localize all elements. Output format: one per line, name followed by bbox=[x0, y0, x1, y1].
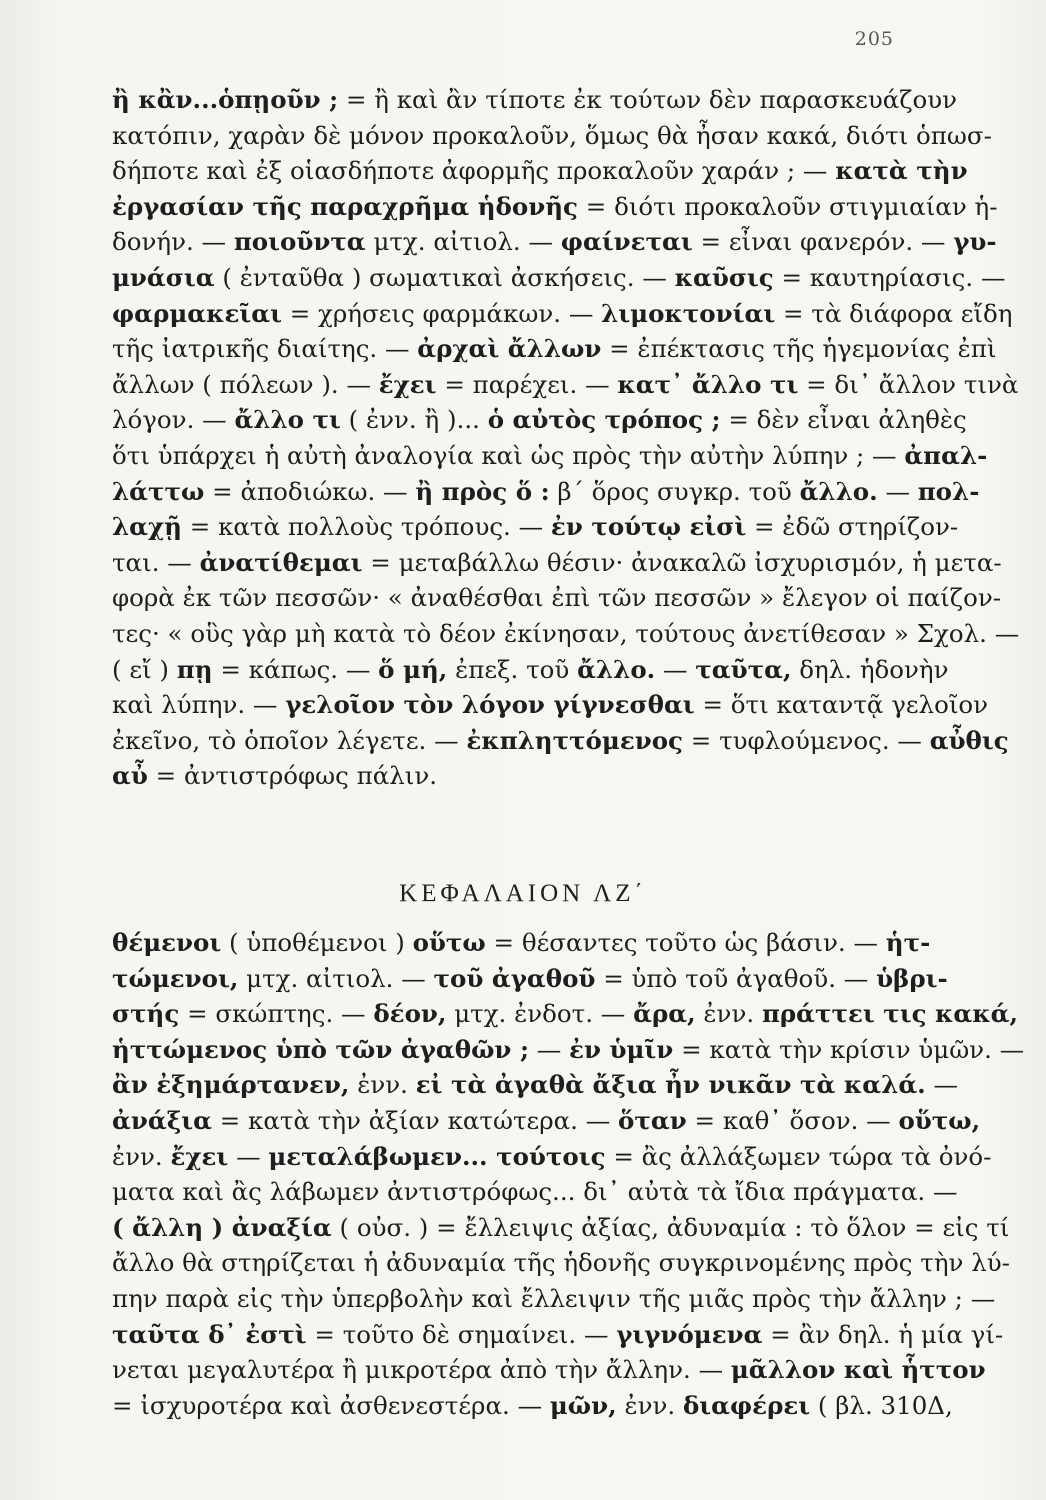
text-line bbox=[112, 367, 1019, 403]
lemma-bold: οὕτω bbox=[412, 928, 486, 957]
gloss-text: ( ἐνν. ἢ )... bbox=[340, 405, 488, 435]
gloss-text: ἐκεῖνο, τὸ ὁποῖον λέγετε. — bbox=[112, 725, 467, 755]
lemma-bold: μᾶλλον καὶ ἧττον bbox=[730, 1355, 986, 1385]
gloss-text: = δὲν εἶναι ἀληθὲς bbox=[720, 405, 967, 435]
gloss-text: = χρήσεις φαρμάκων. — bbox=[281, 298, 602, 328]
gloss-text: δονήν. — bbox=[112, 227, 234, 257]
gloss-text: = κατὰ τὴν κρίσιν ὑμῶν. — bbox=[673, 1034, 1025, 1064]
gloss-text: — bbox=[529, 1034, 570, 1064]
lemma-bold: φαίνεται bbox=[560, 227, 693, 257]
gloss-text: μτχ. ἐνδοτ. — bbox=[446, 999, 634, 1029]
gloss-text: ( ὑποθέμενοι ) bbox=[221, 928, 413, 957]
gloss-text: = ἀποδιώκω. — bbox=[204, 476, 416, 506]
gloss-text: = παρέχει. — bbox=[436, 369, 618, 399]
gloss-text: μτχ. αἰτιολ. — bbox=[238, 963, 434, 993]
gloss-text: ὅτι ὑπάρχει ἡ αὐτὴ ἀναλογία καὶ ὡς πρὸς τὴν αὐτὴν λύπην ; — bbox=[112, 440, 905, 470]
lemma-bold: ἡτ- bbox=[885, 928, 931, 957]
lemma-bold: κατὰ τὴν bbox=[835, 156, 968, 186]
text-line bbox=[112, 296, 1013, 332]
commentary-section-2 bbox=[112, 925, 1025, 1423]
gloss-text: = μεταβάλλω θέσιν· ἀνακαλῶ ἰσχυρισμόν, ἡ μετα- bbox=[362, 547, 1002, 577]
gloss-text: = ἂν δηλ. ἡ μία γί- bbox=[762, 1319, 1004, 1349]
gloss-text: = ἂς ἀλλάξωμεν τώρα τὰ ὀνό- bbox=[605, 1141, 992, 1171]
lemma-bold: μῶν, bbox=[549, 1390, 617, 1420]
gloss-text: ἄλλο θὰ στηρίζεται ἡ ἀδυναμία τῆς ἡδονῆς συγκρινομένης πρὸς τὴν λύ- bbox=[112, 1248, 1010, 1278]
text-line bbox=[112, 118, 992, 154]
text-line bbox=[112, 1139, 992, 1175]
gloss-text: = καυτηρίασις. — bbox=[773, 262, 1006, 292]
lemma-bold: ἄρα, bbox=[633, 999, 696, 1029]
gloss-text: = ἰσχυροτέρα καὶ ἀσθενεστέρα. — bbox=[112, 1390, 550, 1420]
text-line bbox=[112, 652, 949, 688]
lemma-bold: ταῦτα δ᾽ ἐστὶ bbox=[112, 1319, 307, 1349]
text-line bbox=[112, 545, 1002, 581]
lemma-bold: ἔχει bbox=[170, 1141, 229, 1171]
lemma-bold: διαφέρει bbox=[682, 1390, 811, 1420]
lemma-bold: εἰ τὰ ἀγαθὰ ἄξια ἦν νικᾶν τὰ καλά. bbox=[415, 1070, 926, 1100]
gloss-text: πην παρὰ εἰς τὴν ὑπερβολὴν καὶ ἔλλειψιν τῆς μιᾶς πρὸς τὴν ἄλλην ; — bbox=[112, 1283, 996, 1313]
text-line bbox=[112, 153, 968, 189]
commentary-section-1 bbox=[112, 82, 1020, 794]
gloss-text: = εἶναι φανερόν. — bbox=[692, 227, 954, 257]
lemma-bold: ἄλλο. bbox=[577, 654, 656, 684]
lemma-bold: πολ- bbox=[917, 476, 980, 506]
gloss-text: τες· « οὓς γὰρ μὴ κατὰ τὸ δέον ἐκίνησαν, τούτους ἀνετίθεσαν » Σχολ. — bbox=[112, 618, 1020, 648]
gloss-text: ( οὐσ. ) = ἔλλειψις ἀξίας, ἀδυναμία : τὸ ὅλον = εἰς τί bbox=[331, 1212, 1010, 1242]
text-line bbox=[112, 580, 1001, 616]
gloss-text: ( βλ. 310Δ, bbox=[810, 1390, 953, 1420]
gloss-text: ( ἐνταῦθα ) σωματικαὶ ἀσκήσεις. — bbox=[214, 262, 675, 292]
gloss-text: = δι᾽ ἄλλον τινὰ bbox=[798, 369, 1019, 399]
lemma-bold: ἀρχαὶ ἄλλων bbox=[417, 334, 602, 364]
lemma-bold: ἢ πρὸς ὅ : bbox=[415, 476, 550, 506]
gloss-text: δηλ. ἡδονὴν bbox=[791, 654, 949, 684]
text-line bbox=[112, 474, 980, 510]
lemma-bold: καῦσις bbox=[674, 262, 774, 292]
gloss-text: — bbox=[925, 1070, 959, 1100]
text-line bbox=[112, 1032, 1025, 1068]
text-line bbox=[112, 509, 959, 545]
gloss-text: ἐνν. bbox=[616, 1390, 683, 1420]
lemma-bold: μνάσια bbox=[112, 262, 215, 292]
text-line bbox=[112, 996, 1019, 1032]
lemma-bold: ἂν ἐξημάρτανεν, bbox=[112, 1070, 350, 1100]
lemma-bold: ἐργασίαν τῆς παραχρῆμα ἡδονῆς bbox=[112, 191, 578, 221]
text-line bbox=[112, 224, 997, 260]
lemma-bold: θέμενοι bbox=[112, 928, 222, 957]
gloss-text: φορὰ ἐκ τῶν πεσσῶν· « ἀναθέσθαι ἐπὶ τῶν πεσσῶν » ἔλεγον οἱ παίζον- bbox=[112, 583, 1001, 613]
lemma-bold: ( ἄλλη ) ἀναξία bbox=[112, 1212, 332, 1242]
lemma-bold: κατ᾽ ἄλλο τι bbox=[617, 369, 799, 399]
gloss-text: = ὅτι καταντᾷ γελοῖον bbox=[694, 690, 989, 720]
text-line bbox=[112, 189, 998, 225]
gloss-text: = τοῦτο δὲ σημαίνει. — bbox=[306, 1319, 617, 1349]
gloss-text: = ἀντιστρόφως πάλιν. bbox=[147, 761, 438, 791]
lemma-bold: ὅταν bbox=[618, 1105, 687, 1135]
gloss-text: ἐνν. bbox=[349, 1070, 416, 1100]
text-line bbox=[112, 1352, 986, 1388]
text-line bbox=[112, 1210, 1010, 1246]
lemma-bold: αὖ bbox=[112, 761, 148, 791]
gloss-text: = κατὰ πολλοὺς τρόπους. — bbox=[181, 512, 551, 542]
gloss-text: κατόπιν, χαρὰν δὲ μόνον προκαλοῦν, ὅμως θὰ ἦσαν κακά, διότι ὁπωσ- bbox=[112, 120, 992, 150]
lemma-bold: φαρμακεῖαι bbox=[112, 298, 282, 328]
gloss-text: δήποτε καὶ ἐξ οἱασδήποτε ἀφορμῆς προκαλοῦν χαράν ; — bbox=[112, 156, 836, 186]
text-line bbox=[112, 1281, 996, 1317]
gloss-text: = ἐδῶ στηρίζον- bbox=[746, 512, 959, 542]
gloss-text: = καθ᾽ ὅσον. — bbox=[686, 1105, 899, 1135]
lemma-bold: γυ- bbox=[953, 227, 997, 257]
lemma-bold: δέον, bbox=[373, 999, 447, 1029]
text-line bbox=[112, 1317, 1004, 1353]
gloss-text: = σκώπτης. — bbox=[179, 999, 374, 1029]
lemma-bold: λαχῇ bbox=[112, 512, 182, 542]
lemma-bold: ὑβρι- bbox=[876, 963, 948, 993]
gloss-text: ται. — bbox=[112, 547, 200, 577]
gloss-text: καὶ λύπην. — bbox=[112, 690, 286, 720]
lemma-bold: ἐκπληττόμενος bbox=[466, 725, 683, 755]
lemma-bold: γιγνόμενα bbox=[616, 1319, 763, 1349]
gloss-text: = διότι προκαλοῦν στιγμιαίαν ἡ- bbox=[577, 191, 998, 221]
lemma-bold: ὅ μή, bbox=[378, 654, 448, 684]
lemma-bold: γελοῖον τὸν λόγον γίγνεσθαι bbox=[285, 690, 695, 720]
text-line bbox=[112, 723, 1009, 759]
text-line bbox=[112, 687, 989, 723]
gloss-text: ( εἴ ) bbox=[112, 654, 177, 684]
text-line bbox=[112, 1067, 959, 1103]
gloss-text: = ὑπὸ τοῦ ἀγαθοῦ. — bbox=[595, 963, 877, 993]
gloss-text: ἐνν. bbox=[695, 999, 762, 1029]
lemma-bold: πράττει τις κακά, bbox=[761, 999, 1019, 1029]
text-line bbox=[112, 1245, 1010, 1281]
lemma-bold: ἄλλο τι bbox=[234, 405, 341, 435]
gloss-text: νεται μεγαλυτέρα ἢ μικροτέρα ἀπὸ τὴν ἄλλην. — bbox=[112, 1355, 731, 1385]
lemma-bold: ἀπαλ- bbox=[904, 440, 988, 470]
lemma-bold: τώμενοι, bbox=[112, 963, 239, 993]
gloss-text: = τὰ διάφορα εἴδη bbox=[775, 298, 1013, 328]
text-line bbox=[112, 1103, 981, 1139]
gloss-text: — bbox=[877, 476, 918, 506]
lemma-bold: ὁ αὐτὸς τρόπος ; bbox=[487, 405, 721, 435]
page-number: 205 bbox=[854, 28, 894, 50]
lemma-bold: μεταλάβωμεν... τούτοις bbox=[268, 1141, 606, 1171]
text-line bbox=[112, 438, 988, 474]
lemma-bold: ἔχει bbox=[378, 369, 437, 399]
gloss-text: = θέσαντες τοῦτο ὡς βάσιν. — bbox=[485, 928, 886, 957]
lemma-bold: ἐν ὑμῖν bbox=[569, 1034, 674, 1064]
gloss-text: β΄ ὅρος συγκρ. τοῦ bbox=[549, 476, 800, 506]
gloss-text: = κατὰ τὴν ἀξίαν κατώτερα. — bbox=[211, 1105, 619, 1135]
gloss-text: = τυφλούμενος. — bbox=[682, 725, 930, 755]
text-line bbox=[112, 331, 997, 367]
gloss-text: ἐνν. bbox=[112, 1141, 171, 1171]
lemma-bold: ταῦτα, bbox=[695, 654, 792, 684]
gloss-text: ἄλλων ( πόλεων ). — bbox=[112, 369, 379, 399]
lemma-bold: τοῦ ἀγαθοῦ bbox=[433, 963, 596, 993]
lemma-bold: ἀνάξια bbox=[112, 1105, 212, 1135]
lemma-bold: ἐν τούτῳ εἰσὶ bbox=[550, 512, 747, 542]
lemma-bold: πῃ bbox=[176, 654, 213, 684]
lemma-bold: οὕτω, bbox=[898, 1105, 981, 1135]
gloss-text: — bbox=[228, 1141, 269, 1171]
gloss-text: μτχ. αἰτιολ. — bbox=[365, 227, 561, 257]
lemma-bold: ἢ κἂν...ὁπῃοῦν ; bbox=[112, 85, 339, 114]
chapter-heading: ΚΕΦΑΛΑΙΟΝ ΛΖ΄ bbox=[399, 880, 647, 907]
lemma-bold: ἀνατίθεμαι bbox=[199, 547, 363, 577]
lemma-bold: λιμοκτονίαι bbox=[601, 298, 776, 328]
lemma-bold: ἄλλο. bbox=[799, 476, 878, 506]
text-line bbox=[112, 82, 958, 118]
gloss-text: ἐπεξ. τοῦ bbox=[447, 654, 578, 684]
text-line bbox=[112, 1388, 953, 1424]
lemma-bold: λάττω bbox=[112, 476, 205, 506]
lemma-bold: στής bbox=[112, 999, 180, 1029]
text-line bbox=[112, 758, 912, 794]
gloss-text: = ἢ καὶ ἂν τίποτε ἐκ τούτων δὲν παρασκευάζουν bbox=[338, 85, 958, 114]
lemma-bold: αὖθις bbox=[929, 725, 1009, 755]
gloss-text: λόγον. — bbox=[112, 405, 235, 435]
gloss-text: ματα καὶ ἂς λάβωμεν ἀντιστρόφως... δι᾽ αὐτὰ τὰ ἴδια πράγματα. — bbox=[112, 1177, 958, 1207]
lemma-bold: ποιοῦντα bbox=[233, 227, 366, 257]
text-line bbox=[112, 616, 1020, 652]
gloss-text: τῆς ἰατρικῆς διαίτης. — bbox=[112, 334, 418, 364]
gloss-text: = κάπως. — bbox=[212, 654, 379, 684]
text-line bbox=[112, 402, 967, 438]
gloss-text: = ἐπέκτασις τῆς ἡγεμονίας ἐπὶ bbox=[601, 334, 997, 364]
text-line bbox=[112, 961, 948, 997]
gloss-text: — bbox=[655, 654, 696, 684]
lemma-bold: ἡττώμενος ὑπὸ τῶν ἀγαθῶν ; bbox=[112, 1034, 529, 1064]
text-line bbox=[112, 925, 931, 961]
text-line bbox=[112, 260, 1006, 296]
text-line bbox=[112, 1174, 958, 1210]
